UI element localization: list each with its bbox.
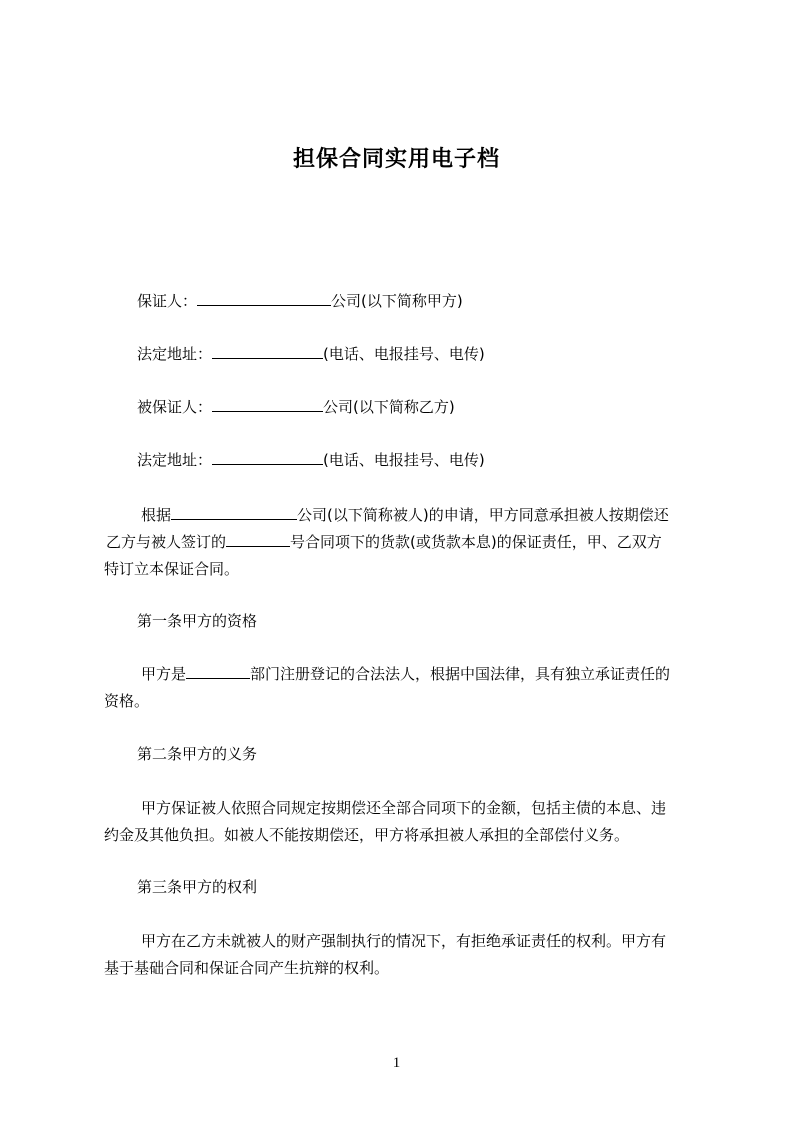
intro-contract-blank: [226, 532, 290, 547]
section-heading: 第二条甲方的义务: [137, 745, 258, 763]
guarantor-address-label: 法定地址：: [137, 345, 213, 363]
intro-text: 公司(以下简称被人)的申请，甲方同意承担被人按期偿还: [297, 506, 669, 524]
section-heading: 第三条甲方的权利: [137, 878, 258, 896]
guarantor-address-suffix: (电话、电报挂号、电传): [323, 345, 485, 363]
guarantor-line: [137, 288, 737, 314]
section-text: 甲方是: [141, 665, 187, 683]
guaranteed-party-suffix: 公司(以下简称乙方): [323, 398, 455, 416]
intro-line-1: [141, 502, 741, 528]
section-2-line-2: 约金及其他负担。如被人不能按期偿还，甲方将承担被人承担的全部偿付义务。: [104, 826, 630, 844]
section-heading: 第一条甲方的资格: [137, 612, 258, 630]
section-1-department-blank: [186, 664, 250, 679]
guarantor-address-line: [137, 341, 737, 367]
guaranteed-address-suffix: (电话、电报挂号、电传): [323, 451, 485, 469]
guarantor-address-blank: [212, 344, 323, 359]
guaranteed-party-label: 被保证人：: [137, 398, 213, 416]
intro-company-blank: [171, 505, 297, 520]
section-2-line-1: 甲方保证被人依照合同规定按期偿还全部合同项下的金额，包括主债的本息、违: [141, 799, 667, 817]
guaranteed-address-line: [137, 447, 737, 473]
document-title: 担保合同实用电子档: [292, 147, 500, 172]
section-1-line-2: 资格。: [104, 692, 150, 710]
guaranteed-address-blank: [212, 450, 323, 465]
section-text: 部门注册登记的合法法人，根据中国法律，具有独立承证责任的: [250, 665, 671, 683]
page-number: 1: [392, 1055, 401, 1071]
intro-text: 号合同项下的货款(或货款本息)的保证责任，甲、乙双方: [290, 533, 662, 551]
guaranteed-address-label: 法定地址：: [137, 451, 213, 469]
intro-text: 乙方与被人签订的: [106, 533, 227, 551]
intro-line-2: [106, 529, 706, 555]
intro-line-3: 特订立本保证合同。: [104, 560, 240, 578]
section-3-line-2: 基于基础合同和保证合同产生抗辩的权利。: [104, 959, 390, 977]
guaranteed-party-blank: [212, 397, 323, 412]
guaranteed-party-line: [137, 394, 737, 420]
section-3-line-1: 甲方在乙方未就被人的财产强制执行的情况下，有拒绝承证责任的权利。甲方有: [141, 932, 667, 950]
section-1-line-1: [141, 661, 741, 687]
guarantor-blank: [197, 291, 331, 306]
guarantor-label: 保证人：: [137, 292, 198, 310]
guarantor-suffix: 公司(以下简称甲方): [331, 292, 463, 310]
intro-text: 根据: [141, 506, 172, 524]
